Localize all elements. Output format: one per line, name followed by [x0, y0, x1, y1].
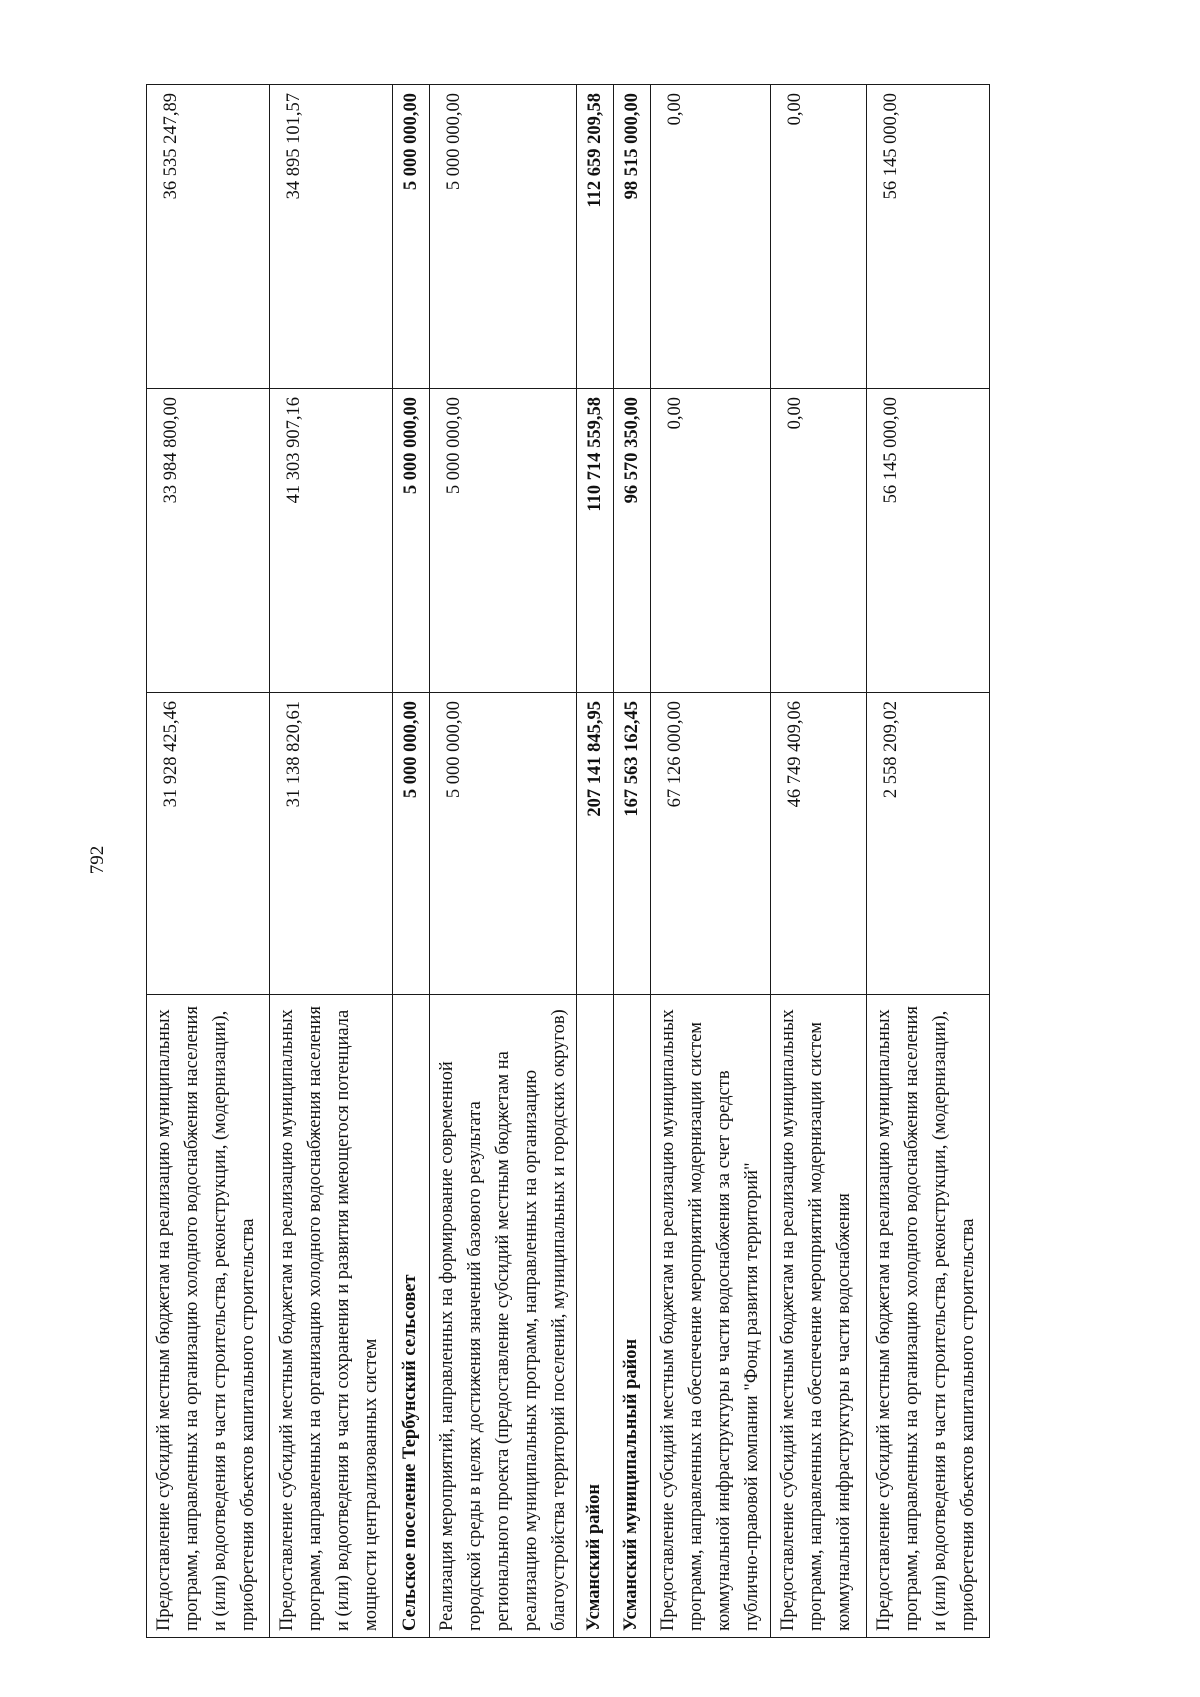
amount-col1: 67 126 000,00 [651, 693, 771, 995]
amount-col1: 167 563 162,45 [614, 693, 651, 995]
row-description: Предоставление субсидий местным бюджетам на реализацию муниципальных программ, направленных на обеспечение мероприятий модернизации систем коммунальной инфраструктуры в части водоснабжения [771, 995, 867, 1638]
amount-col2: 96 570 350,00 [614, 389, 651, 693]
amount-col1: 207 141 845,95 [577, 693, 614, 995]
table-row [651, 85, 771, 1638]
amount-col3: 98 515 000,00 [614, 85, 651, 389]
amount-col3: 112 659 209,58 [577, 85, 614, 389]
amount-col1: 46 749 409,06 [771, 693, 867, 995]
amount-col2: 5 000 000,00 [430, 389, 577, 693]
table-row [867, 85, 990, 1638]
amount-col3: 56 145 000,00 [867, 85, 990, 389]
budget-table-body [147, 85, 990, 1638]
amount-col2: 0,00 [771, 389, 867, 693]
row-description: Сельское поселение Тербунский сельсовет [393, 995, 430, 1638]
budget-table [146, 84, 990, 1638]
amount-col2: 110 714 559,58 [577, 389, 614, 693]
amount-col3: 34 895 101,57 [270, 85, 393, 389]
amount-col3: 5 000 000,00 [430, 85, 577, 389]
table-row [614, 85, 651, 1638]
amount-col1: 31 138 820,61 [270, 693, 393, 995]
table-row [147, 85, 270, 1638]
row-description: Предоставление субсидий местным бюджетам на реализацию муниципальных программ, направленных на организацию холодного водоснабжения населения и (или) водоотведения в части сохранения и развития имеющегося потенциала мощности централизованных систем [270, 995, 393, 1638]
amount-col2: 41 303 907,16 [270, 389, 393, 693]
amount-col1: 5 000 000,00 [430, 693, 577, 995]
row-description: Предоставление субсидий местным бюджетам на реализацию муниципальных программ, направленных на обеспечение мероприятий модернизации систем коммунальной инфраструктуры в части водоснабжения за счет средств публично-правовой компании "Фонд развития территорий" [651, 995, 771, 1638]
row-description: Усманский муниципальный район [614, 995, 651, 1638]
amount-col1: 2 558 209,02 [867, 693, 990, 995]
amount-col2: 0,00 [651, 389, 771, 693]
amount-col3: 0,00 [651, 85, 771, 389]
amount-col2: 5 000 000,00 [393, 389, 430, 693]
amount-col1: 5 000 000,00 [393, 693, 430, 995]
amount-col3: 5 000 000,00 [393, 85, 430, 389]
table-row [393, 85, 430, 1638]
amount-col2: 56 145 000,00 [867, 389, 990, 693]
amount-col3: 36 535 247,89 [147, 85, 270, 389]
row-description: Усманский район [577, 995, 614, 1638]
row-description: Предоставление субсидий местным бюджетам на реализацию муниципальных программ, направленных на организацию холодного водоснабжения населения и (или) водоотведения в части строительства, реконструкции, (модернизации), приобретения объектов капитального строительства [147, 995, 270, 1638]
amount-col2: 33 984 800,00 [147, 389, 270, 693]
amount-col3: 0,00 [771, 85, 867, 389]
table-row [430, 85, 577, 1638]
row-description: Предоставление субсидий местным бюджетам на реализацию муниципальных программ, направленных на организацию холодного водоснабжения населения и (или) водоотведения в части строительства, реконструкции, (модернизации), приобретения объектов капитального строительства [867, 995, 990, 1638]
page-number: 792 [87, 845, 108, 875]
table-row [577, 85, 614, 1638]
amount-col1: 31 928 425,46 [147, 693, 270, 995]
table-row [771, 85, 867, 1638]
rotated-table-container [146, 85, 1025, 1638]
row-description: Реализация мероприятий, направленных на формирование современной городской среды в целях достижения значений базового результата регионального проекта (предоставление субсидий местным бюджетам на реализацию муниципальных программ, направленных на организацию благоустройства территорий поселений, муниципальных и городских округов) [430, 995, 577, 1638]
table-row [270, 85, 393, 1638]
